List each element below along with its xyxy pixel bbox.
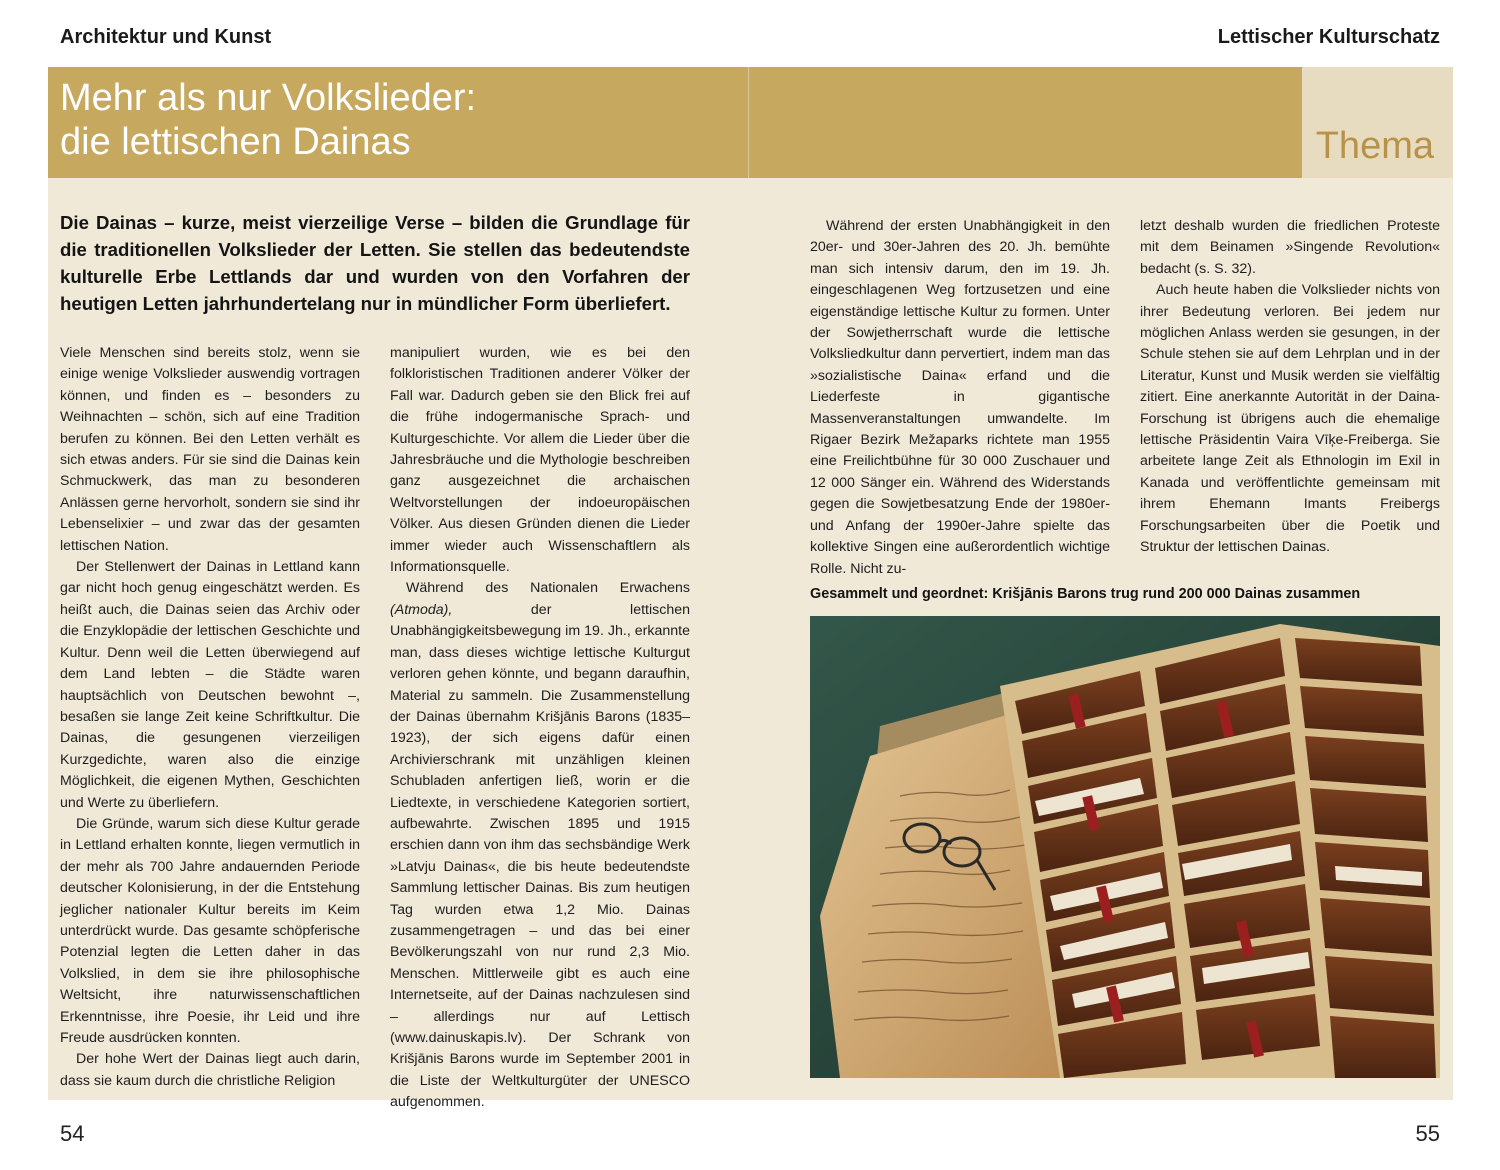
page-number-left: 54 (60, 1121, 85, 1146)
paragraph: Während der ersten Unabhängigkeit in den 20er- und 30er-Jahren des 20. Jh. bemühte man sich intensiv darum, den im 19. Jh. eingeschlagenen Weg fortzusetzen und eine eigenständige lettische Kultur zu formen. Unter der Sowjetherrschaft wurde die lettische Volksliedkultur dann pervertiert, indem man das »sozialistische Daina« erfand und die Liederfeste in gigantische Massenveranstaltungen umwandelte. Im Rigaer Bezirk Mežaparks richtete man 1955 eine Freilichtbühne für 30 000 Zuschauer und 12 000 Sänger ein. Während des Widerstands gegen die Sowjetbesatzung Ende der 1980er- und Anfang der 1990er-Jahre spielte das kollektive Singen eine außerordentlich wichtige Rolle. Nicht zu- (810, 218, 1110, 577)
article-title (60, 76, 476, 164)
paragraph-rest: der lettischen Unabhängigkeitsbewegung im 19. Jh., erkannte man, dass dieses wichtige lettische Kulturgut verloren gehen könnte, und begann daraufhin, Material zu sammeln. Die Zusammenstellung der Dainas übernahm Krišjānis Barons (1835–1923), der sich eigens dafür einen Archivierschrank mit unzähligen kleinen Schubladen anfertigen ließ, worin er die Liedtexte, in verschiedene Kategorien sortiert, aufbewahrte. Zwischen 1895 und 1915 erschien dann von ihm das sechsbändige Werk »Latvju Dainas«, die bis heute bedeutendste Sammlung lettischer Dainas. Bis zum heutigen Tag wurden etwa 1,2 Mio. Dainas zusammengetragen – und das bei einer Bevölkerungszahl von nur rund 2,3 Mio. Menschen. Mittlerweile gibt es auch eine Internetseite, auf der Dainas nachzulesen sind – allerdings nur auf Lettisch (www.dainuskapis.lv). Der Schrank von Krišjānis Barons wurde im September 2001 in die Liste der Weltkulturgüter der UNESCO aufgenommen. (390, 601, 690, 1111)
paragraph: Der hohe Wert der Dainas liegt auch darin, dass sie kaum durch die christliche Religion (60, 1051, 360, 1089)
running-header-right: Lettischer Kulturschatz (1217, 26, 1440, 48)
paragraph: letzt deshalb wurden die friedlichen Proteste mit dem Beinamen »Singende Revolution« bedacht (s. S. 32). (1140, 218, 1440, 277)
thema-label: Thema (1315, 125, 1434, 167)
photo-caption: Gesammelt und geordnet: Krišjānis Barons trug rund 200 000 Dainas zusammen (810, 586, 1361, 602)
text-column-2 (390, 343, 690, 1114)
archive-cabinet-photo (810, 616, 1440, 1078)
running-header-left: Architektur und Kunst (60, 26, 272, 48)
paragraph: Viele Menschen sind bereits stolz, wenn sie einige wenige Volkslieder auswendig vortragen können, und finden es – besonders zu Weihnachten – schön, sich auf eine Tradition berufen zu können. Bei den Letten verhält es sich etwas anders. Für sie sind die Dainas kein Schmuckwerk, das man zu besonderen Anlässen gerne hervorholt, sondern sie sind ihr Lebenselixier – und zwar das der gesamten lettischen Nation. (60, 345, 360, 554)
title-line-1: Mehr als nur Volkslieder: (60, 77, 477, 119)
paragraph-start: Während des Nationalen Erwachens (406, 580, 690, 597)
atmoda-term: (Atmoda), (390, 601, 453, 618)
paragraph: manipuliert wurden, wie es bei den folkloristischen Traditionen anderer Völker der Fall war. Dadurch geben sie den Blick frei auf die frühe indogermanische Sprach- und Kulturgeschichte. Vor allem die Lieder über die Jahresbräuche und die Mythologie beschreiben ganz ausgezeichnet die archaischen Weltvorstellungen der indoeuropäischen Völker. Aus diesen Gründen dienen die Lieder immer wieder auch Wissenschaftlern als Informationsquelle. (390, 345, 690, 576)
paragraph: Die Gründe, warum sich diese Kultur gerade in Lettland erhalten konnte, liegen vermutlich in der mehr als 700 Jahre andauernden Periode deutscher Kolonisierung, in der die Entstehung jeglicher nationaler Kultur bereits im Keim unterdrückt wurde. Das gesamte schöpferische Potenzial legten die Letten daher in das Volkslied, in dem sie ihre philosophische Weltsicht, ihre naturwissenschaftlichen Erkenntnisse, ihre Poesie, ihr Leid und ihre Freude ausdrücken konnten. (60, 815, 360, 1046)
text-column-4 (1140, 216, 1440, 559)
paragraph: Auch heute haben die Volkslieder nichts von ihrer Bedeutung verloren. Bei jedem nur möglichen Anlass werden sie gesungen, in der Schule stehen sie auf dem Lehrplan und in der Literatur, Kunst und Musik werden sie vielfältig zitiert. Eine anerkannte Autorität in der Daina-Forschung ist übrigens auch die ehemalige lettische Präsidentin Vaira Vīķe-Freiberga. Sie arbeitete lange Zeit als Ethnologin im Exil in Kanada und veröffentlichte gemeinsam mit ihrem Ehemann Imants Freibergs Forschungsarbeiten über die Poetik und Struktur der lettischen Dainas. (1140, 282, 1440, 556)
title-line-2: die lettischen Dainas (60, 121, 411, 163)
paragraph: Der Stellenwert der Dainas in Lettland kann gar nicht hoch genug eingeschätzt werden. Es heißt auch, die Dainas seien das Archiv oder die Enzyklopädie der lettischen Geschichte und Kultur. Denn weil die Letten überwiegend auf dem Land lebten – die Städte waren hauptsächlich von Deutschen bewohnt –, besaßen sie lange Zeit keine Schriftkultur. Die Dainas, die gesungenen vierzeiligen Kurzgedichte, waren also die einzige Möglichkeit, die eigenen Mythen, Geschichten und Werte zu überliefern. (60, 559, 360, 811)
paragraph (390, 578, 690, 1113)
lead-paragraph: Die Dainas – kurze, meist vierzeilige Verse – bilden die Grundlage für die traditionellen Volkslieder der Letten. Sie stellen das bedeutendste kulturelle Erbe Lettlands dar und wurden von den Vorfahren der heutigen Letten jahrhundertelang nur in mündlicher Form überliefert. (60, 212, 690, 314)
text-column-1 (60, 343, 360, 1092)
page-number-right: 55 (1415, 1121, 1440, 1146)
text-column-3 (810, 216, 1110, 580)
